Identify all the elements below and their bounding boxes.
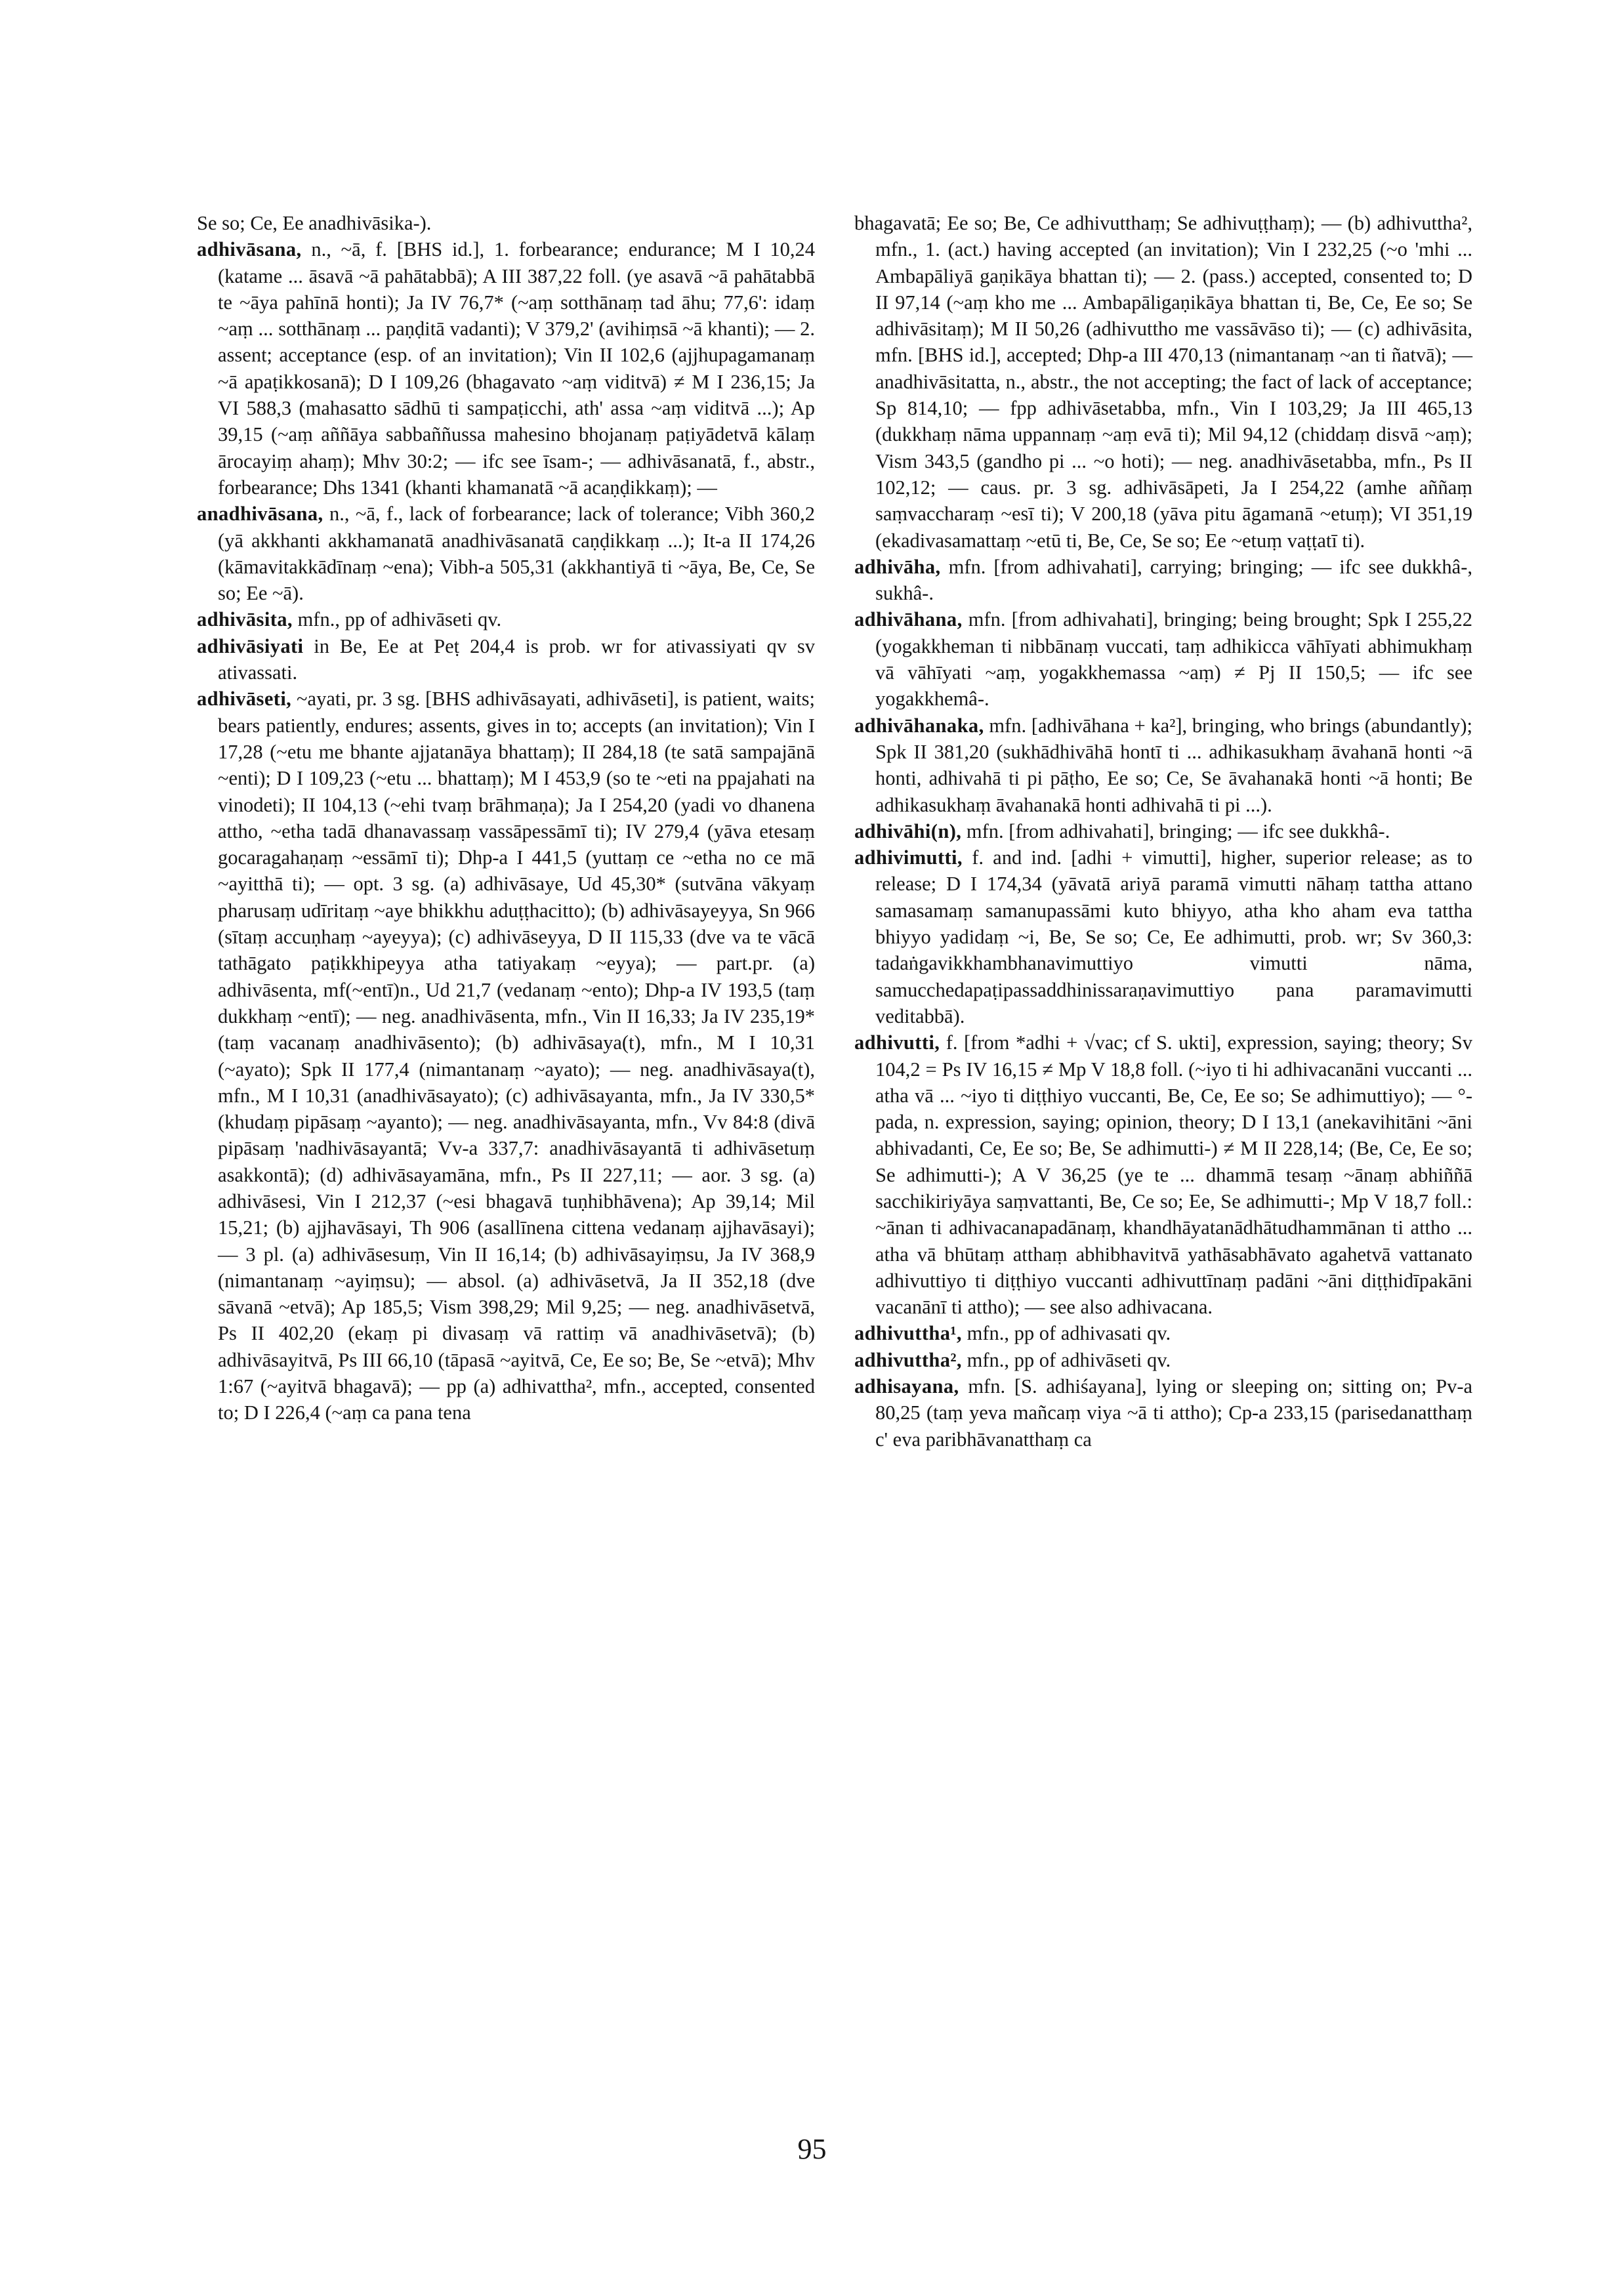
headword: anadhivāsana, xyxy=(197,503,323,526)
entry-adhivasana xyxy=(197,236,815,501)
entry-adhivahanaka xyxy=(854,713,1472,818)
entry-adhivutti xyxy=(854,1029,1472,1320)
entry-continuation xyxy=(854,210,1472,554)
headword: adhivāseti, xyxy=(197,688,292,711)
entry-text: n., ~ā, f., lack of forbearance; lack of tolerance; Vibh 360,2 (yā akkhanti akkhamanatā anadhivāsanatā caṇḍikkaṃ ...); It-a II 174,26 (kāmavitakkādīnaṃ ~ena); Vibh-a 505,31 (akkhantiyā ti ~āya, Be, Ce, Se so; Ee ~ā). xyxy=(218,503,815,605)
entry-text: mfn., pp of adhivāseti qv. xyxy=(967,1348,1171,1371)
headword: adhivuttha¹, xyxy=(854,1322,962,1345)
entry-text: mfn., pp of adhivāseti qv. xyxy=(297,608,502,631)
right-column xyxy=(854,210,1472,1453)
entry-text: ~ayati, pr. 3 sg. [BHS adhivāsayati, adhivāseti], is patient, waits; bears patiently, endures; assents, gives in to; accepts (an invitation); Vin I 17,28 (~etu me bhante ajjatanāya bhattaṃ); II 284,18 (te satā sampajānā ~enti); D I 109,23 (~etu ... bhattaṃ); M I 453,9 (so te ~eti na ppajahati na vinodeti); II 104,13 (~ehi tvaṃ brāhmaṇa); Ja I 254,20 (yadi vo dhanena attho, ~etha tadā dhanavassaṃ vassāpessāmī ti); IV 279,4 (yāva etesaṃ gocaragahaṇaṃ ~essāmī ti); Dhp-a I 441,5 (yuttaṃ ce ~etha no ce mā ~ayitthā ti); — opt. 3 sg. (a) adhivāsaye, Ud 45,30* (sutvāna vākyaṃ pharusaṃ udīritaṃ ~aye bhikkhu aduṭṭhacitto); (b) adhivāsayeyya, Sn 966 (sītaṃ accuṇhaṃ ~ayeyya); (c) adhivāseyya, D II 115,33 (dve va te vācā tathāgato paṭikkhipeyya atha tatiyakaṃ ~eyya); — part.pr. (a) adhivāsenta, mf(~entī)n., Ud 21,7 (vedanaṃ ~ento); Dhp-a IV 193,5 (taṃ dukkhaṃ ~entī); — neg. anadhivāsenta, mfn., Vin II 16,33; Ja IV 235,19* (taṃ vacanaṃ anadhivāsento); (b) adhivāsaya(t), mfn., M I 10,31 (~ayato); Spk II 177,4 (nimantanaṃ ~ayato); — neg. anadhivāsaya(t), mfn., M I 10,31 (anadhivāsayato); (c) adhivāsayanta, mfn., Ja IV 330,5* (khudaṃ pipāsaṃ ~ayanto); — neg. anadhivāsayanta, mfn., Vv 84:8 (divā pipāsaṃ 'nadhivāsayantā; Vv-a 337,7: anadhivāsayantā ti adhivāsetuṃ asakkontā); (d) adhivāsayamāna, mfn., Ps II 227,11; — aor. 3 sg. (a) adhivāsesi, Vin I 212,37 (~esi bhagavā tuṇhibhāvena); Ap 39,14; Mil 15,21; (b) ajjhavāsayi, Th 906 (asallīnena cittena vedanaṃ ajjhavāsayi); — 3 pl. (a) adhivāsesuṃ, Vin II 16,14; (b) adhivāsayiṃsu, Ja IV 368,9 (nimantanaṃ ~ayiṃsu); — absol. (a) adhivāsetvā, Ja II 352,18 (dve sāvanā ~etvā); Ap 185,5; Vism 398,29; Mil 9,25; — neg. anadhivāsetvā, Ps II 402,20 (ekaṃ pi divasaṃ vā rattiṃ vā anadhivāsetvā); (b) adhivāsayitvā, Ps III 66,10 (tāpasā ~ayitvā, Ce, Ee so; Be, Se ~etvā); Mhv 1:67 (~ayitvā bhagavā); — pp (a) adhivattha², mfn., accepted, consented to; D I 226,4 (~aṃ ca pana tena xyxy=(218,688,815,1424)
entry-text: mfn. [from adhivahati], bringing; being brought; Spk I 255,22 (yogakkheman ti nibbānaṃ vuccati, taṃ adhikicca vāhīyati abhimukhaṃ vā vāhīyati ~aṃ, yogakkhemassa ~aṃ) ≠ Pj II 150,5; — ifc see yogakkhemâ-. xyxy=(875,608,1472,711)
headword: adhisayana, xyxy=(854,1375,959,1398)
entry-text: mfn. [S. adhiśayana], lying or sleeping on; sitting on; Pv-a 80,25 (taṃ yeva mañcaṃ viya ~ā ti attho); Cp-a 233,15 (parisedanatthaṃ c' eva paribhāvanatthaṃ ca xyxy=(875,1375,1473,1451)
entry-adhivasita xyxy=(197,606,815,632)
entry-text: mfn. [from adhivahati], carrying; bringing; — ifc see dukkhâ-, sukhâ-. xyxy=(875,555,1472,605)
entry-adhivasiyati xyxy=(197,633,815,686)
entry-adhivahin xyxy=(854,818,1472,844)
left-column xyxy=(197,210,815,1426)
entry-adhivaseti xyxy=(197,686,815,1426)
entry-text: bhagavatā; Ee so; Be, Ce adhivutthaṃ; Se adhivuṭṭhaṃ); — (b) adhivuttha², mfn., 1. (act.) having accepted (an invitation); Vin I 232,25 (~o 'mhi ... Ambapāliyā gaṇikāya bhattan ti); — 2. (pass.) accepted, consented to; D II 97,14 (~aṃ kho me ... Ambapāligaṇikāya bhattan ti, Be, Ce, Ee so; Se adhivāsitaṃ); M II 50,26 (adhivuttho me vassāvāso ti); — (c) adhivāsita, mfn. [BHS id.], accepted; Dhp-a III 470,13 (nimantanaṃ ~an ti ñatvā); — anadhivāsitatta, n., abstr., the not accepting; the fact of lack of acceptance; Sp 814,10; — fpp adhivāsetabba, mfn., Vin I 103,29; Ja III 465,13 (dukkhaṃ nāma uppannaṃ ~aṃ evā ti); Mil 94,12 (chiddaṃ disvā ~aṃ); Vism 343,5 (gandho pi ... ~o hoti); — neg. anadhivāsetabba, mfn., Ps II 102,12; — caus. pr. 3 sg. adhivāsāpeti, Ja I 254,22 (amhe aññaṃ saṃvaccharaṃ ~esī ti); V 200,18 (yāva pitu āgamanā ~etuṃ); VI 351,19 (ekadivasamattaṃ ~etū ti, Be, Ce, Se so; Ee ~etuṃ vaṭṭatī ti). xyxy=(854,212,1472,552)
entry-text: f. [from *adhi + √vac; cf S. ukti], expression, saying; theory; Sv 104,2 = Ps IV 16,15 ≠ Mp V 18,8 foll. (~iyo ti hi adhivacanāni vuccanti ... atha vā ... ~iyo ti diṭṭhiyo vuccanti, Be, Ce, Ee so; Se adhimuttiyo); — °-pada, n. expression, saying; opinion, theory; D I 13,1 (anekavihitāni ~āni abhivadanti, Ce, Ee so; Be, Se adhimutti-) ≠ M II 228,14; (Be, Ce, Ee so; Se adhimutti-); A V 36,25 (ye te ... dhammā tesaṃ ~ānaṃ abhiññā sacchikiriyāya saṃvattanti, Be, Ce so; Ee, Se adhimutti-; Mp V 18,7 foll.: ~ānan ti adhivacanapadānaṃ, khandhāyatanādhātudhammānan ti attho ... atha vā bhūtaṃ atthaṃ abhibhavitvā yathāsabhāvato agahetvā vattanato adhivuttiyo ti diṭṭhiyo vuccanti adhivuttīnaṃ padāni ~āni diṭṭhidīpakāni vacanānī ti attho); — see also adhivacana. xyxy=(875,1031,1473,1319)
entry-text: in Be, Ee at Peṭ 204,4 is prob. wr for ativassiyati qv sv ativassati. xyxy=(218,634,816,684)
entry-text: mfn., pp of adhivasati qv. xyxy=(967,1322,1171,1345)
headword: adhivāhana, xyxy=(854,608,963,631)
entry-text: mfn. [adhivāhana + ka²], bringing, who brings (abundantly); Spk II 381,20 (sukhādhivāhā hontī ti ... adhikasukhaṃ āvahanā honti ~ā honti, adhivahā ti pi pāṭho, Ee so; Ce, Se āvahanakā honti ~ā honti; Be adhikasukhaṃ āvahanakā honti adhivahā ti pi ...). xyxy=(875,714,1473,816)
headword: adhivāsita, xyxy=(197,608,293,631)
entry-adhivimutti xyxy=(854,844,1472,1029)
headword: adhivāsiyati xyxy=(197,634,304,657)
entry-anadhivasana xyxy=(197,501,815,606)
entry-adhisayana xyxy=(854,1373,1472,1453)
entry-adhivuttha-2 xyxy=(854,1347,1472,1373)
entry-adhivaha xyxy=(854,554,1472,607)
entry-lead-in xyxy=(197,210,815,236)
entry-text: mfn. [from adhivahati], bringing; — ifc see dukkhâ-. xyxy=(966,819,1390,842)
headword: adhivāha, xyxy=(854,555,941,578)
entry-adhivuttha-1 xyxy=(854,1320,1472,1346)
headword: adhivimutti, xyxy=(854,846,963,869)
entry-text: n., ~ā, f. [BHS id.], 1. forbearance; endurance; M I 10,24 (katame ... āsavā ~ā pahātabbā); A III 387,22 foll. (ye asavā ~ā pahātabbā te ~āya pahīnā honti); Ja IV 76,7* (~aṃ sotthānaṃ tad āhu; 77,6': idaṃ ~aṃ ... sotthānaṃ ... paṇḍitā vadanti); V 379,2' (avihiṃsā ~ā khanti); — 2. assent; acceptance (esp. of an invitation); Vin II 102,6 (ajjhupagamanaṃ ~ā apaṭikkosanā); D I 109,26 (bhagavato ~aṃ viditvā) ≠ M I 236,15; Ja VI 588,3 (mahasatto sādhū ti sampaṭicchi, ath' assa ~aṃ viditvā ...); Ap 39,15 (~aṃ aññāya sabbaññussa mahesino bhojanaṃ paṭiyādetvā kālaṃ ārocayiṃ ahaṃ); Mhv 30:2; — ifc see īsam-; — adhivāsanatā, f., abstr., forbearance; Dhs 1341 (khanti khamanatā ~ā acaṇḍikkaṃ); — xyxy=(218,238,815,499)
entry-adhivahana xyxy=(854,606,1472,712)
headword: adhivāhanaka, xyxy=(854,714,984,737)
headword: adhivutti, xyxy=(854,1031,940,1054)
headword: adhivāsana, xyxy=(197,238,302,261)
headword: adhivāhi(n), xyxy=(854,819,962,842)
page-number: 95 xyxy=(797,2133,827,2165)
entry-text: Se so; Ce, Ee anadhivāsika-). xyxy=(197,212,432,234)
entry-text: f. and ind. [adhi + vimutti], higher, superior release; as to release; D I 174,34 (yāvatā ariyā paramā vimutti nāhaṃ tattha attano samasamaṃ samanupassāmi kuto bhiyyo, atha kho aham eva tattha bhiyyo yadidaṃ ~i, Be, Se so; Ce, Ee adhimutti, prob. wr; Sv 360,3: tadaṅgavikkhambhanavimuttiyo vimutti nāma, samucchedapaṭipassaddhinissaraṇavimuttiyo pana paramavimutti veditabbā). xyxy=(875,846,1472,1027)
headword: adhivuttha², xyxy=(854,1348,962,1371)
